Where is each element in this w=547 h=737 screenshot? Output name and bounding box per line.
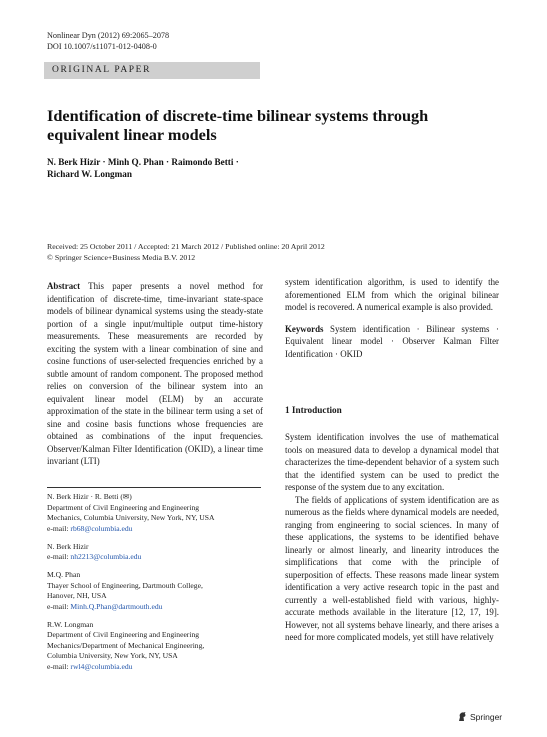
authors-line-1: N. Berk Hizir · Minh Q. Phan · Raimondo Betti ·: [47, 157, 239, 167]
affiliation-line: M.Q. Phan: [47, 570, 81, 579]
affiliation-line: Department of Civil Engineering and Engineering: [47, 502, 200, 512]
abstract-text: This paper presents a novel method for identification of discrete-time, time-invariant state-space models of bilinear dynamical systems using the steady-state portion of a single input/multiple output time-history measurements. These measurements are recorded by exciting the system with a linear combination of sine and cosine functions of user-selected frequencies enriched by a subtle amount of random component. The proposed method relies on conversion of the bilinear system into an equivalent linear model (ELM) by an accurate approximation of the state in the bilinear term using a set of sine and cosine basis functions whose frequencies are obtained as combinations of the input frequencies. Observer/Kalman Filter Identification (OKID), a linear time invariant (LTI): [47, 281, 263, 466]
abstract-label: Abstract: [47, 281, 81, 291]
springer-horse-icon: [457, 711, 467, 722]
affiliation-email-line: [47, 524, 263, 535]
publisher-name: Springer: [470, 711, 503, 722]
affiliation-line: Mechanics/Department of Mechanical Engineering,: [47, 640, 205, 650]
introduction-body: [285, 431, 499, 644]
authors-line-2: Richard W. Longman: [47, 169, 133, 179]
affiliation-email-line: [47, 662, 263, 673]
received-dates: Received: 25 October 2011 / Accepted: 21 March 2012 / Published online: 20 April 2012: [47, 242, 325, 251]
article-type-label: ORIGINAL PAPER: [44, 62, 260, 79]
affiliation-line: Hanover, NH, USA: [47, 591, 107, 600]
journal-citation: Nonlinear Dyn (2012) 69:2065–2078: [47, 31, 170, 40]
email-label: e-mail:: [47, 601, 69, 611]
keywords-text: System identification · Bilinear systems · Equivalent linear model · Observer Kalman Filter Identification · OKID: [285, 323, 499, 359]
intro-paragraph: The fields of applications of system identification are as numerous as the fields where dynamical models are needed, ranging from engineering to social sciences. In many of these applications, the systems to be identified behave linearly or almost linearly, and linearity introduces the simplifications that come with the principle of superposition of effects. These reasons made linear system identification a very active research topic in the past and currently a well-established field with various, highly-accurate methods available in the literature [12, 17, 19]. However, not all systems behave linearly, and there arises a need for more complicated models, yet still have relatively: [285, 494, 499, 642]
author-list: [47, 156, 347, 180]
email-label: e-mail:: [47, 523, 69, 533]
author-affiliations: [47, 492, 263, 680]
section-heading: 1 Introduction: [285, 405, 342, 415]
journal-header: [47, 30, 169, 52]
keywords-label: Keywords: [285, 323, 324, 334]
affiliation-line: Columbia University, New York, NY, USA: [47, 651, 178, 660]
email-link[interactable]: Minh.Q.Phan@dartmouth.edu: [70, 601, 163, 611]
doi-line: DOI 10.1007/s11071-012-0408-0: [47, 42, 157, 51]
right-column-top: [285, 276, 499, 360]
publisher-logo: [457, 711, 502, 722]
copyright-notice: © Springer Science+Business Media B.V. 2012: [47, 252, 196, 262]
intro-paragraph: System identification involves the use of mathematical tools on measured data to develop a dynamical model that characterizes the time-dependent behavior of a system such that the identified system can be used to predict the response of the system due to any excitation.: [285, 432, 499, 492]
email-link[interactable]: rb68@columbia.edu: [70, 523, 133, 533]
keywords-paragraph: [285, 323, 499, 361]
footnote-rule: [47, 487, 261, 488]
affiliation-line: N. Berk Hizir: [47, 541, 89, 551]
affiliation-email-line: [47, 552, 263, 563]
paper-title: [47, 106, 487, 144]
title-line-1: Identification of discrete-time bilinear systems through: [47, 106, 429, 125]
affiliation-block: [47, 570, 263, 612]
affiliation-block: [47, 492, 263, 534]
affiliation-line: Mechanics, Columbia University, New York, NY, USA: [47, 513, 215, 522]
affiliation-line: N. Berk Hizir · R. Betti (✉): [47, 492, 132, 501]
affiliation-line: Department of Civil Engineering and Engineering: [47, 630, 200, 639]
abstract-continuation: system identification algorithm, is used to identify the aforementioned ELM from which the original bilinear model is recovered. A numerical example is also provided.: [285, 277, 499, 312]
affiliation-block: [47, 542, 263, 563]
affiliation-line: Thayer School of Engineering, Dartmouth College,: [47, 580, 203, 590]
email-label: e-mail:: [47, 661, 69, 671]
publication-history: [47, 242, 325, 263]
email-link[interactable]: rwl4@columbia.edu: [70, 661, 133, 671]
abstract-paragraph: [47, 280, 263, 468]
title-line-2: equivalent linear models: [47, 125, 217, 144]
email-label: e-mail:: [47, 552, 69, 561]
affiliation-line: R.W. Longman: [47, 619, 94, 629]
email-link[interactable]: nh2213@columbia.edu: [70, 552, 142, 561]
affiliation-block: [47, 620, 263, 673]
abstract-column: [47, 280, 263, 468]
affiliation-email-line: [47, 602, 263, 613]
